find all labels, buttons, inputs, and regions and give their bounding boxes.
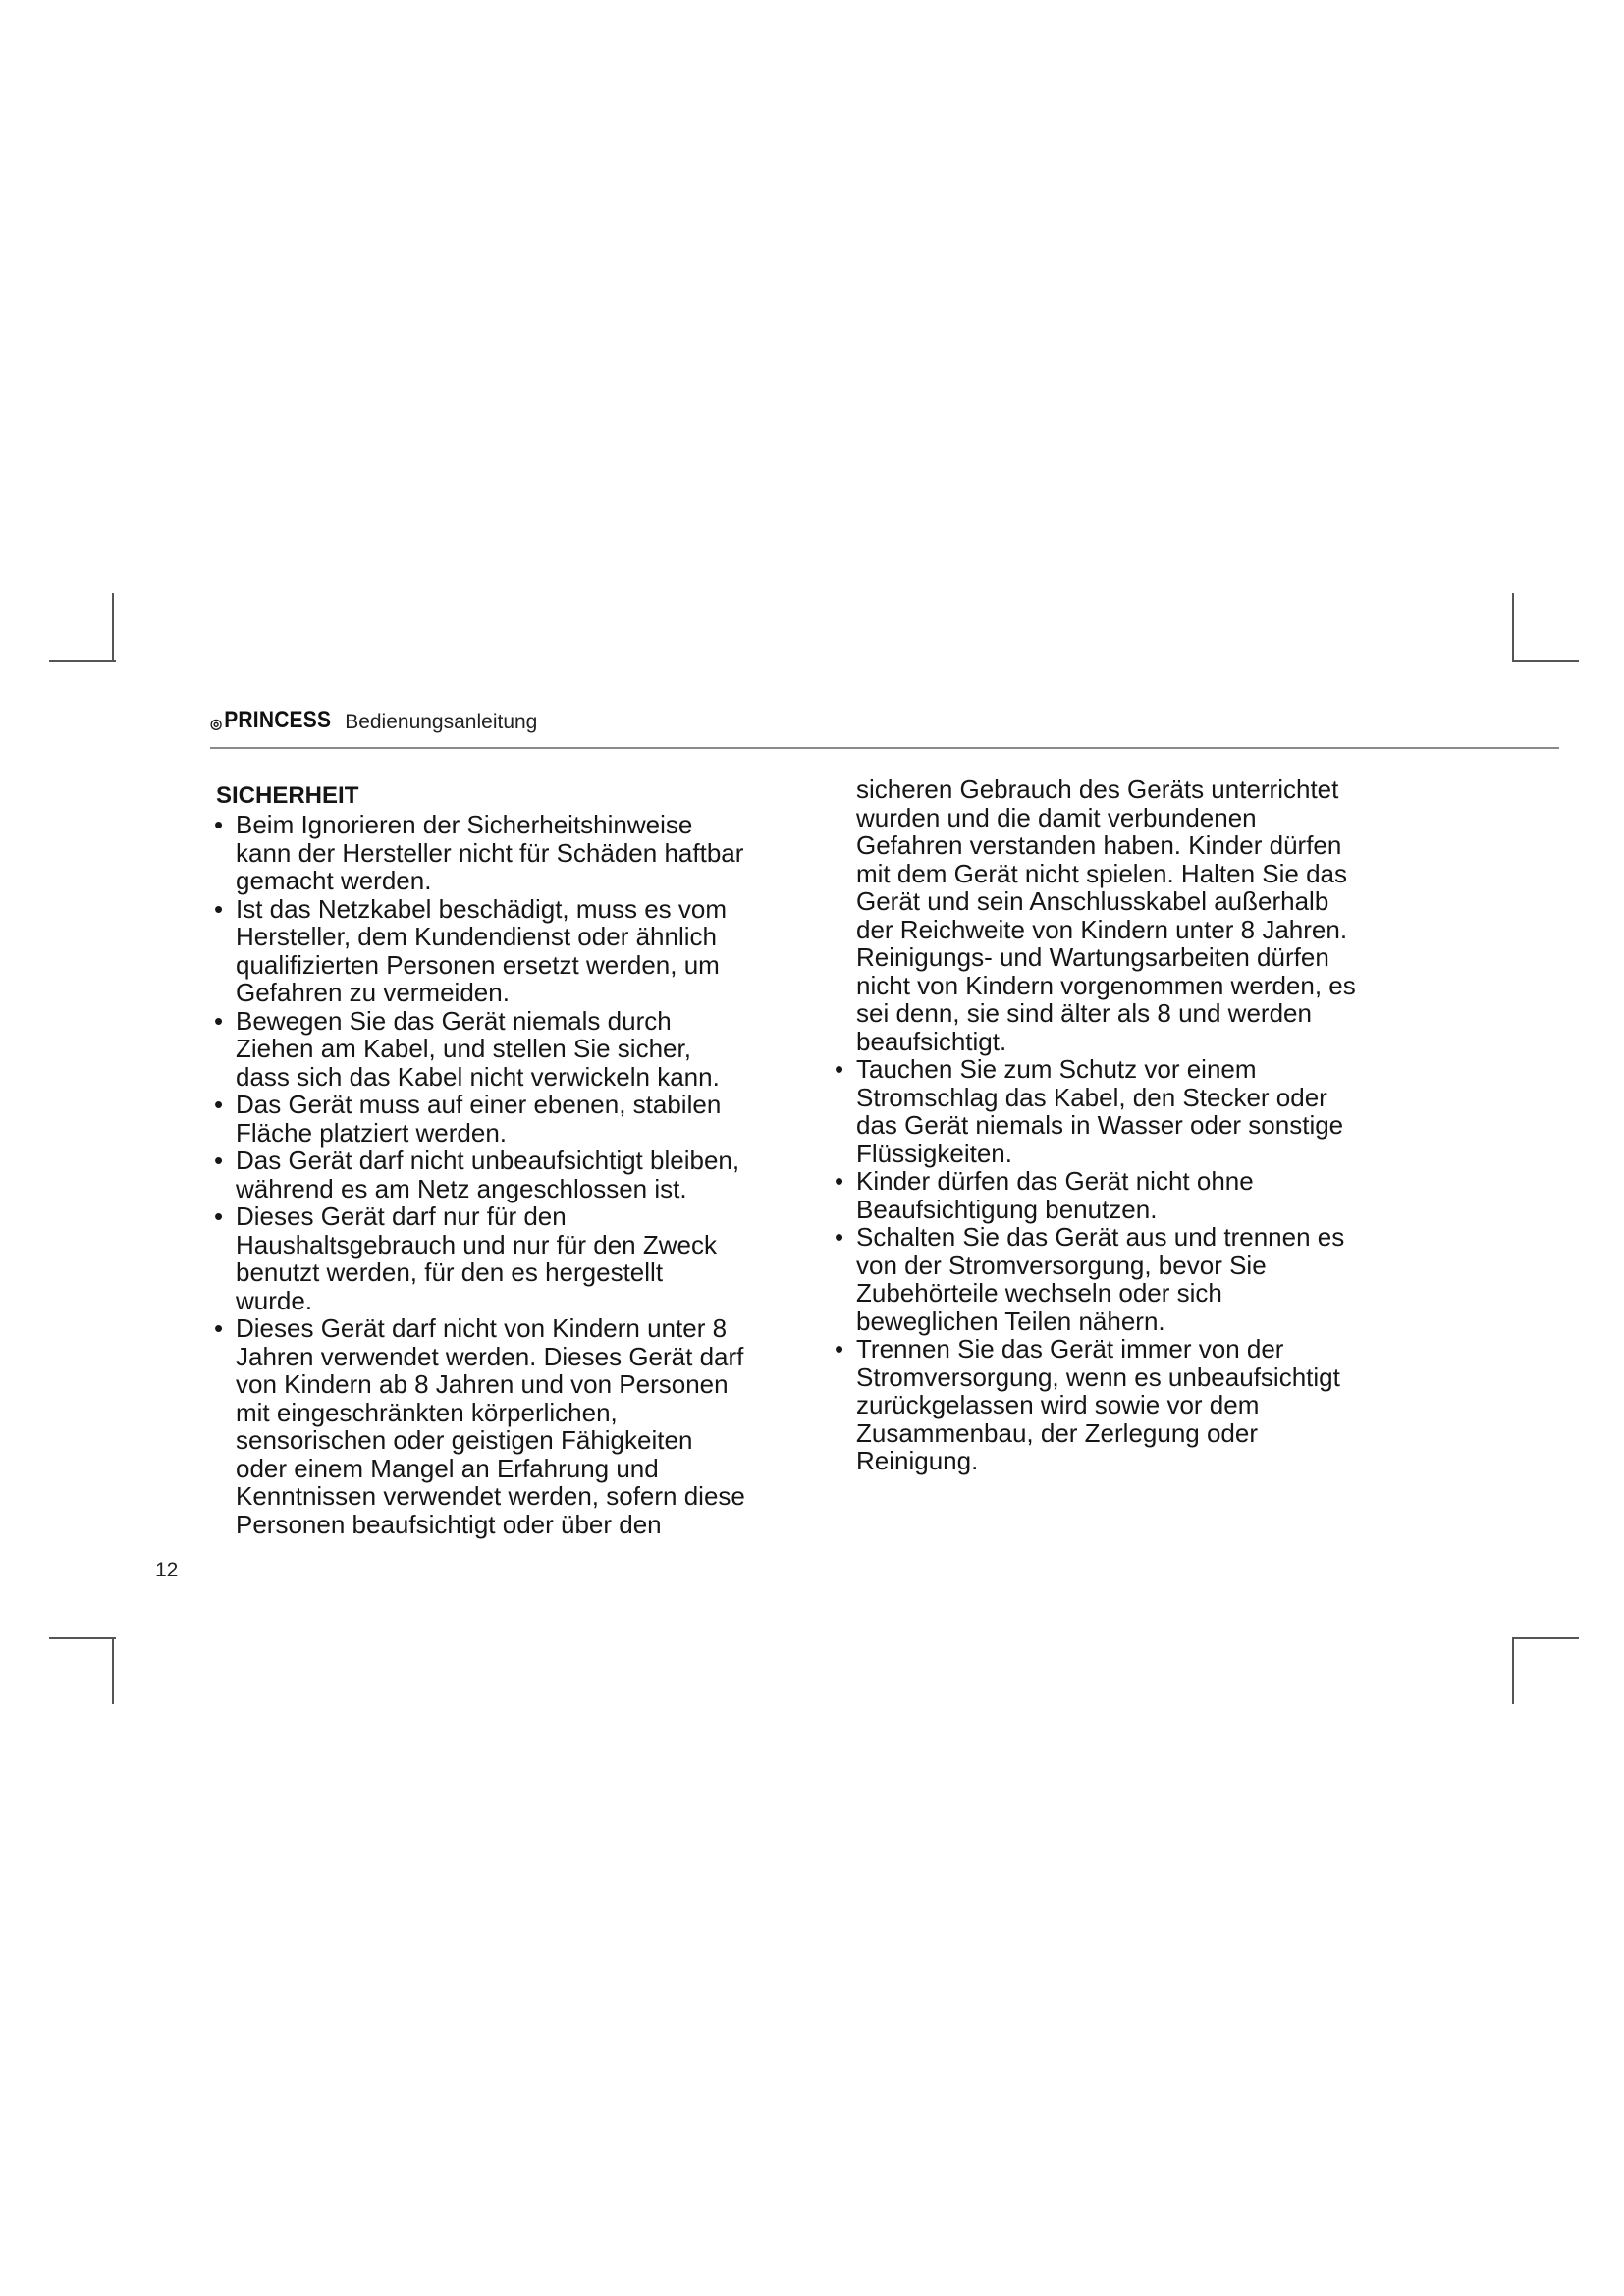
text-line: Ist das Netzkabel beschädigt, muss es vom — [236, 893, 728, 924]
text-line: Tauchen Sie zum Schutz vor einem — [856, 1054, 1257, 1084]
text-line: Haushaltsgebrauch und nur für den Zweck — [236, 1229, 717, 1259]
crop-mark — [112, 593, 114, 660]
left-list — [214, 811, 823, 1538]
text-line: während es am Netz angeschlossen ist. — [236, 1173, 687, 1203]
text-line: von Kindern ab 8 Jahren und von Personen — [236, 1369, 729, 1399]
text-line: zurückgelassen wird sowie vor dem — [856, 1390, 1260, 1419]
crop-mark — [1512, 660, 1579, 662]
text-line: Stromschlag das Kabel, den Stecker oder — [856, 1082, 1327, 1112]
bullet: • — [835, 1054, 844, 1084]
text-line: Gefahren zu vermeiden. — [236, 978, 510, 1007]
text-line: Jahren verwendet werden. Dieses Gerät darf — [236, 1341, 744, 1371]
bullet: • — [214, 893, 224, 924]
bullet: • — [214, 1313, 224, 1343]
bullet: • — [835, 1166, 844, 1196]
crop-mark — [112, 1637, 114, 1704]
list-item — [835, 1055, 1443, 1167]
text-line: beaufsichtigt. — [856, 1026, 1007, 1056]
list-item — [835, 1167, 1443, 1223]
text-line: kann der Hersteller nicht für Schäden haftbar — [236, 837, 744, 868]
bullet: • — [835, 1334, 844, 1363]
text-line: von der Stromversorgung, bevor Sie — [856, 1250, 1267, 1280]
text-line: Fläche platziert werden. — [236, 1117, 508, 1148]
text-line: Kenntnissen verwendet werden, sofern diese — [236, 1481, 745, 1511]
page-header — [210, 705, 1559, 750]
header-divider — [210, 747, 1559, 749]
text-line: mit dem Gerät nicht spielen. Halten Sie das — [856, 858, 1348, 888]
crop-mark — [49, 660, 116, 662]
text-line: Das Gerät muss auf einer ebenen, stabilen — [236, 1090, 722, 1119]
list-item — [214, 1314, 823, 1538]
crop-mark — [1512, 1637, 1514, 1704]
text-line: sensorischen oder geistigen Fähigkeiten — [236, 1425, 693, 1455]
text-line: gemacht werden. — [236, 866, 432, 895]
left-column — [214, 775, 823, 1538]
right-list — [835, 775, 1443, 1475]
text-line: Dieses Gerät darf nicht von Kindern unter 8 — [236, 1313, 728, 1343]
brand — [210, 707, 538, 734]
text-line: Zubehörteile wechseln oder sich — [856, 1278, 1222, 1308]
crop-mark — [1512, 1637, 1579, 1639]
text-line: dass sich das Kabel nicht verwickeln kann. — [236, 1061, 720, 1092]
text-line: Personen beaufsichtigt oder über den — [236, 1509, 662, 1539]
text-line: Zusammenbau, der Zerlegung oder — [856, 1417, 1259, 1448]
brand-logo: PRINCESS — [224, 707, 332, 733]
list-item — [214, 1091, 823, 1147]
right-column — [835, 775, 1443, 1475]
list-item — [835, 1335, 1443, 1475]
bullet: • — [214, 1201, 224, 1231]
text-line: Hersteller, dem Kundendienst oder ähnlich — [236, 922, 717, 951]
list-item — [214, 1007, 823, 1092]
list-item — [214, 1147, 823, 1202]
list-item — [214, 811, 823, 895]
text-line: Stromversorgung, wenn es unbeaufsichtigt — [856, 1362, 1340, 1392]
text-line: mit eingeschränkten körperlichen, — [236, 1397, 618, 1427]
text-line: qualifizierten Personen ersetzt werden, um — [236, 949, 720, 980]
bullet: • — [835, 1222, 844, 1252]
bullet: • — [214, 810, 224, 839]
text-line: beweglichen Teilen nähern. — [856, 1306, 1165, 1336]
text-line: Reinigung. — [856, 1446, 979, 1475]
section-title: SICHERHEIT — [216, 782, 359, 809]
text-line: Reinigungs- und Wartungsarbeiten dürfen — [856, 942, 1329, 972]
text-line: Schalten Sie das Gerät aus und trennen es — [856, 1222, 1345, 1252]
text-line: Ziehen am Kabel, und stellen Sie sicher, — [236, 1034, 691, 1063]
list-item — [835, 1223, 1443, 1335]
text-line: das Gerät niemals in Wasser oder sonstige — [856, 1110, 1344, 1140]
text-line: Gefahren verstanden haben. Kinder dürfen — [856, 830, 1342, 860]
text-line: Beim Ignorieren der Sicherheitshinweise — [236, 810, 693, 839]
text-line: wurde. — [236, 1285, 313, 1315]
list-item — [214, 895, 823, 1007]
brand-logo-icon: ◎ — [210, 716, 223, 731]
bullet: • — [214, 1005, 224, 1036]
text-line: Das Gerät darf nicht unbeaufsichtigt bleiben, — [236, 1146, 740, 1175]
text-line: Bewegen Sie das Gerät niemals durch — [236, 1005, 672, 1036]
text-line: benutzt werden, für den es hergestellt — [236, 1257, 664, 1287]
crop-mark — [1512, 593, 1514, 660]
text-line: Trennen Sie das Gerät immer von der — [856, 1334, 1284, 1363]
bullet: • — [214, 1090, 224, 1119]
bullet: • — [214, 1146, 224, 1175]
text-line: Beaufsichtigung benutzen. — [856, 1194, 1158, 1224]
page-number: 12 — [155, 1559, 179, 1581]
text-line: nicht von Kindern vorgenommen werden, es — [856, 970, 1356, 1000]
document-subtitle: Bedienungsanleitung — [345, 711, 538, 733]
text-line: wurden und die damit verbundenen — [856, 802, 1257, 832]
text-line: der Reichweite von Kindern unter 8 Jahren. — [856, 914, 1348, 944]
text-line: sicheren Gebrauch des Geräts unterrichtet — [856, 774, 1339, 804]
text-line: oder einem Mangel an Erfahrung und — [236, 1453, 659, 1483]
crop-mark — [49, 1637, 116, 1639]
list-item — [835, 775, 1443, 1055]
text-line: Kinder dürfen das Gerät nicht ohne — [856, 1166, 1254, 1196]
text-line: Dieses Gerät darf nur für den — [236, 1201, 567, 1231]
text-line: sei denn, sie sind älter als 8 und werden — [856, 998, 1312, 1028]
list-item — [214, 1202, 823, 1314]
text-line: Gerät und sein Anschlusskabel außerhalb — [856, 886, 1329, 916]
text-line: Flüssigkeiten. — [856, 1138, 1012, 1168]
